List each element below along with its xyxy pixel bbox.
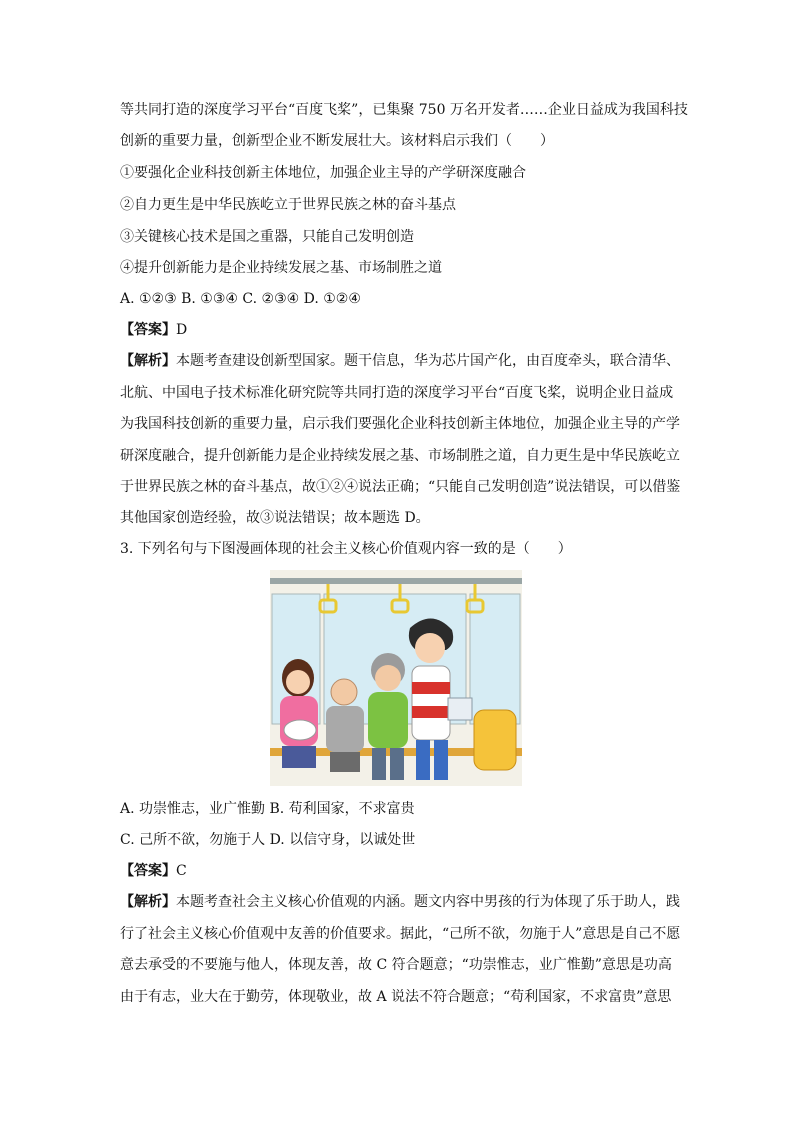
answer-value: C [176,863,187,879]
q2-analysis-line-4: 研深度融合，提升创新能力是企业持续发展之基、市场制胜之道，自力更生是中华民族屹立 [120,448,680,464]
analysis-label: 【解析】 [120,894,176,910]
answer-label: 【答案】 [120,863,176,879]
empty-seat [474,710,516,770]
q2-analysis-line-3: 为我国科技创新的重要力量，启示我们要强化企业科技创新主体地位，加强企业主导的产学 [120,416,680,432]
q3-analysis-line-3: 意去承受的不要施与他人，体现友善，故 C 符合题意；“功崇惟志，业广惟勤”意思是功高 [120,957,672,973]
q3-analysis-line-2: 行了社会主义核心价值观中友善的价值要求。据此，“己所不欲，勿施于人”意思是自己不愿 [120,926,681,942]
q2-statement-4: ④提升创新能力是企业持续发展之基、市场制胜之道 [120,260,442,276]
q2-stem-line-1: 等共同打造的深度学习平台“百度飞桨”，已集聚 750 万名开发者……企业日益成为我国科技 [120,102,688,118]
q2-analysis-line-5: 于世界民族之林的奋斗基点，故①②④说法正确；“只能自己发明创造”说法错误，可以借鉴 [120,479,681,495]
answer-label: 【答案】 [120,322,176,338]
q2-statement-1: ①要强化企业科技创新主体地位，加强企业主导的产学研深度融合 [120,165,526,181]
q3-stem: 3. 下列名句与下图漫画体现的社会主义核心价值观内容一致的是（ ） [120,541,572,557]
analysis-text: 本题考查社会主义核心价值观的内涵。题文内容中男孩的行为体现了乐于助人，践 [176,894,680,910]
mother-figure [280,659,318,768]
q3-analysis-line-4: 由于有志，业大在于勤劳，体现敬业，故 A 说法不符合题意；“苟利国家，不求富贵”意思 [120,989,672,1005]
q2-analysis-line-1 [120,351,680,371]
q3-analysis-line-1 [120,892,680,912]
q2-analysis-line-6: 其他国家创造经验，故③说法错误；故本题选 D。 [120,510,430,526]
q3-options-line-1: A. 功崇惟志，业广惟勤 B. 苟利国家，不求富贵 [120,801,415,817]
analysis-text: 本题考查建设创新型国家。题干信息，华为芯片国产化，由百度牵头，联合清华、 [176,353,680,369]
answer-value: D [176,322,188,338]
analysis-label: 【解析】 [120,353,176,369]
q3-options-line-2: C. 己所不欲，勿施于人 D. 以信守身，以诚处世 [120,832,416,848]
bus-rail [270,578,522,584]
q2-options: A. ①②③ B. ①③④ C. ②③④ D. ①②④ [120,291,361,307]
bus-cartoon-illustration [270,570,522,786]
q2-stem-line-2: 创新的重要力量，创新型企业不断发展壮大。该材料启示我们（ ） [120,133,554,149]
q2-statement-2: ②自力更生是中华民族屹立于世界民族之林的奋斗基点 [120,197,456,213]
q2-analysis-line-2: 北航、中国电子技术标准化研究院等共同打造的深度学习平台“百度飞桨，说明企业日益成 [120,385,674,401]
q2-statement-3: ③关键核心技术是国之重器，只能自己发明创造 [120,229,414,245]
q2-answer [120,320,187,340]
q3-answer [120,861,187,881]
